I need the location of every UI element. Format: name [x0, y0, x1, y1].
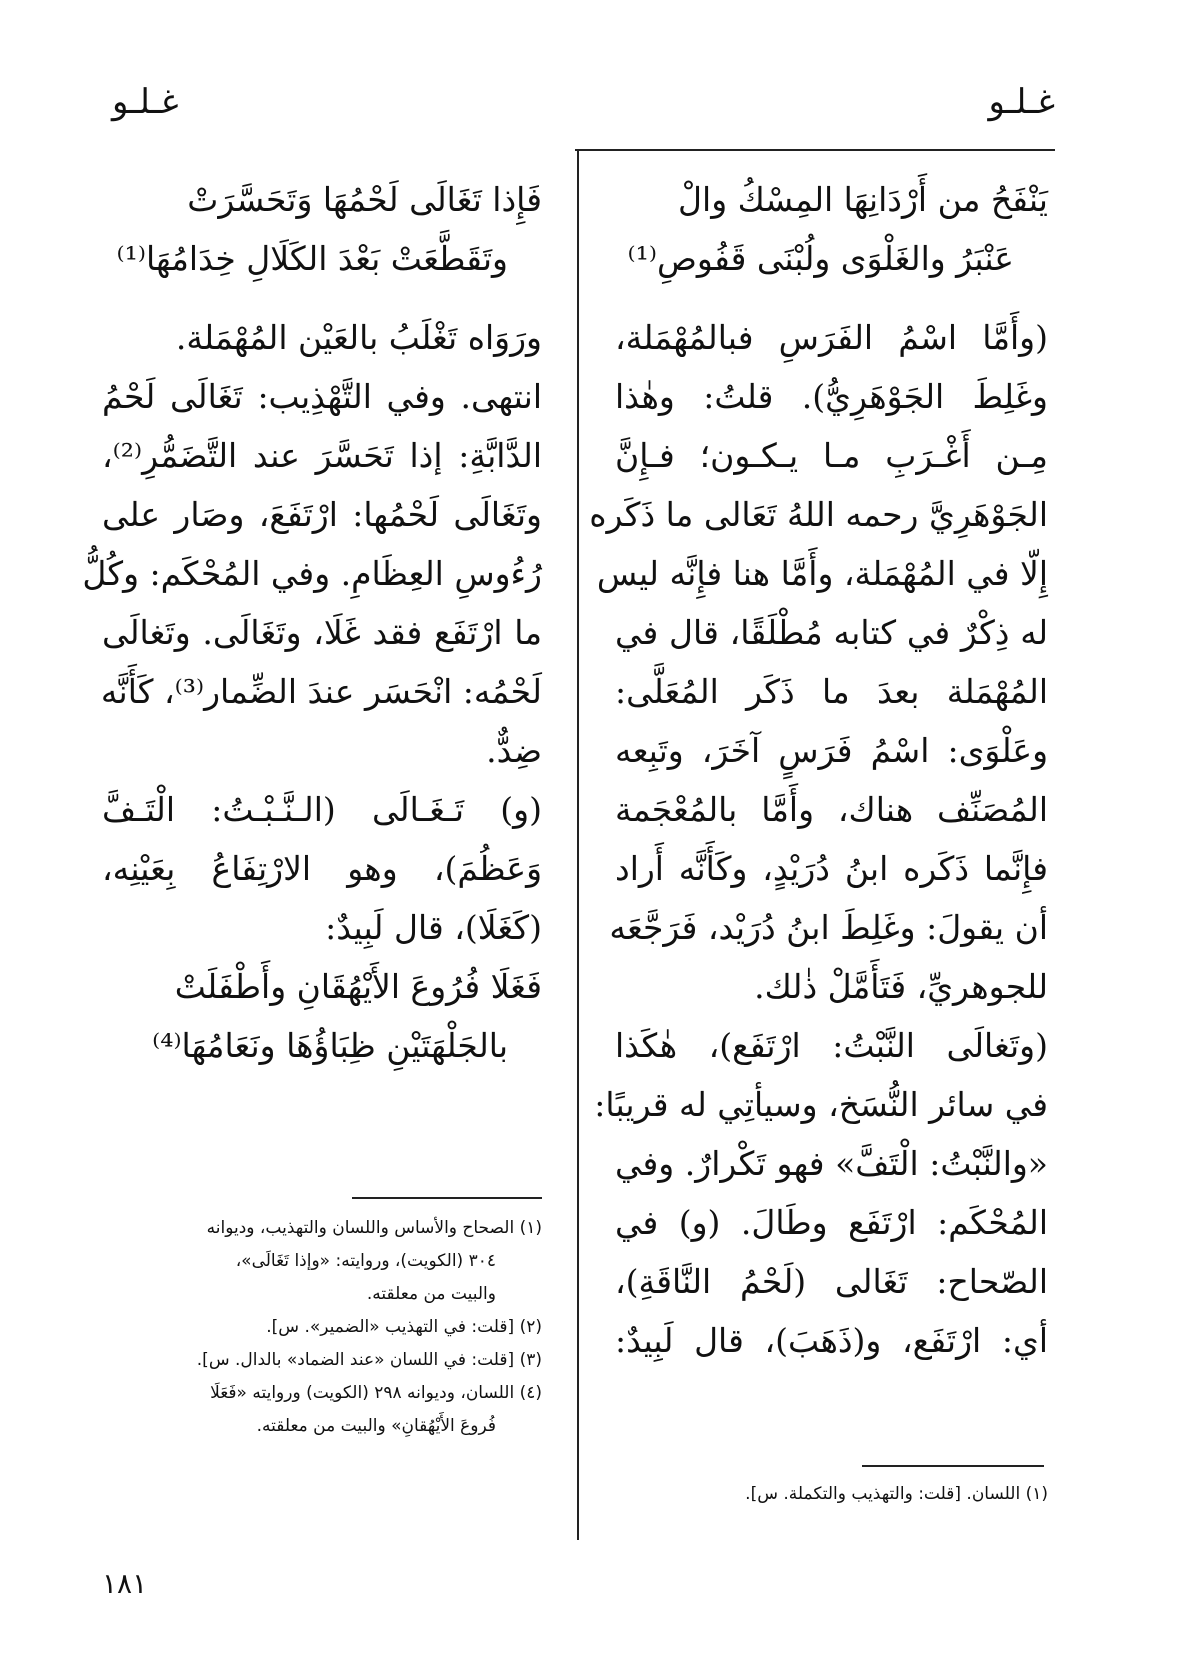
footnote-continuation: ٣٠٤ (الكويت)، وروايته: «وإذا تَغَالَى»، — [235, 1251, 496, 1271]
text-line: «والنَّبْتُ: الْتَفَّ» فهو تَكْرارٌ. وفي — [615, 1144, 1048, 1183]
text-line: أي: ارْتَفَع، و(ذَهَبَ)، قال لَبِيدٌ: — [615, 1321, 1048, 1360]
footnote: (٢) [قلت: في التهذيب «الضمير». س]. — [266, 1317, 542, 1337]
text-line: للجوهريِّ، فَتَأَمَّلْ ذٰلك. — [754, 967, 1048, 1006]
text-line: المُهْمَلة بعدَ ما ذَكَر المُعَلَّى: — [615, 672, 1048, 711]
footnote: (٣) [قلت: في اللسان «عند الضماد» بالدال. س]. — [196, 1350, 542, 1370]
footnote-rule — [862, 1465, 1044, 1467]
text-line: ورَوَاه تَغْلَبُ بالعَيْن المُهْمَلة. — [175, 318, 542, 357]
verse-line: فَإِذا تَغَالَى لَحْمُهَا وَتَحَسَّرَتْ — [187, 180, 542, 219]
text-line: الجَوْهَرِيَّ رحمه اللهُ تَعَالى ما ذَكَره — [589, 495, 1048, 534]
text-line: (وأَمَّا اسْمُ الفَرَسِ فبالمُهْمَلة، — [615, 318, 1048, 357]
footnote-rule — [352, 1197, 542, 1199]
verse-line: يَنْفَحُ من أَرْدَانِهَا المِسْكُ والْ — [678, 180, 1048, 219]
text-line: وتَغَالَى لَحْمُها: ارْتَفَعَ، وصَار على — [102, 495, 542, 534]
footnote: (٤) اللسان، وديوانه ٢٩٨ (الكويت) وروايته «فَعَلَا — [210, 1383, 542, 1403]
text-line: وعَلْوَى: اسْمُ فَرَسٍ آخَرَ، وتَبِعه — [615, 731, 1048, 770]
text-line: لَحْمُه: انْحَسَر عندَ الضِّمار⁽³⁾، كَأَنَّه — [100, 672, 542, 711]
text-line: (كَغَلَا)، قال لَبِيدٌ: — [325, 908, 542, 947]
text-line: المُحْكَم: ارْتَفَع وطَالَ. (و) في — [615, 1203, 1048, 1242]
page-number: ١٨١ — [102, 1567, 148, 1600]
text-line: المُصَنِّف هناك، وأَمَّا بالمُعْجَمة — [615, 790, 1048, 829]
footnote-continuation: والبيت من معلقته. — [366, 1284, 496, 1304]
text-line: ما ارْتَفَع فقد غَلَا، وتَغَالَى. وتَغالَى — [102, 613, 542, 652]
text-line: أن يقولَ: وغَلِطَ ابنُ دُرَيْد، فَرَجَّعَه — [609, 908, 1048, 947]
text-line: الصّحاح: تَغَالى (لَحْمُ النَّاقَةِ)، — [615, 1262, 1048, 1301]
text-line: وغَلِطَ الجَوْهَرِيُّ). قلتُ: وهٰذا — [615, 377, 1048, 416]
verse-line: فَغَلَا فُرُوعَ الأَيْهُقَانِ وأَطْفَلَتْ — [174, 967, 542, 1006]
text-line: انتهى. وفي التَّهْذِيب: تَغَالَى لَحْمُ — [102, 377, 542, 416]
footnote: (١) الصحاح والأساس واللسان والتهذيب، وديوانه — [206, 1218, 542, 1238]
text-line: إِلّا في المُهْمَلة، وأَمَّا هنا فإِنَّه ليس — [596, 554, 1048, 593]
text-line: مِـن أَغْـرَبِ مـا يـكـون؛ فـإِنَّ — [615, 436, 1048, 475]
text-line: الدَّابَّةِ: إذا تَحَسَّرَ عند التَّضَمُّرِ⁽²⁾، — [102, 436, 542, 475]
text-line: (و) تَـغَـالَى (الـنَّـبْـتُ: الْتَـفَّ — [102, 790, 542, 829]
header-entry-word-left: غـلـو — [112, 82, 179, 122]
footnote: (١) اللسان. [قلت: والتهذيب والتكملة. س]. — [745, 1484, 1048, 1504]
text-line: (وتَغالَى النَّبْتُ: ارْتَفَع)، هٰكَذا — [615, 1026, 1048, 1065]
text-line: رُءُوسِ العِظَامِ. وفي المُحْكَم: وكُلُّ — [82, 554, 542, 593]
header-entry-word-right: غـلـو — [988, 82, 1055, 122]
left-column — [82, 170, 542, 1075]
verse-line: وتَقَطَّعَتْ بَعْدَ الكَلَالِ خِدَامُهَا⁽¹⁾ — [116, 239, 508, 278]
verse-line: عَنْبَرُ والغَلْوَى ولُبْنَى قَفُوصِ⁽¹⁾ — [627, 239, 1014, 278]
footnote-continuation: فُروعَ الأَيْهُقانِ» والبيت من معلقته. — [256, 1416, 496, 1436]
right-footnotes — [615, 1478, 1048, 1511]
text-line: ضِدٌّ. — [486, 731, 542, 770]
left-footnotes — [102, 1212, 542, 1443]
text-line: في سائر النُّسَخ، وسيأتِي له قريبًا: — [594, 1085, 1048, 1124]
text-line: له ذِكْرٌ في كتابه مُطْلَقًا، قال في — [615, 613, 1048, 652]
verse-line: بالجَلْهَتَيْنِ ظِبَاؤُهَا ونَعَامُهَا⁽⁴⁾ — [152, 1026, 508, 1065]
column-divider — [577, 150, 579, 1540]
text-line: فإِنَّما ذَكَره ابنُ دُرَيْدٍ، وكَأَنَّه أَراد — [615, 849, 1048, 888]
text-line: وَعَظُمَ)، وهو الارْتِفَاعُ بِعَيْنِه، — [102, 849, 542, 888]
right-column — [589, 170, 1048, 1370]
header-rule — [575, 149, 1055, 151]
